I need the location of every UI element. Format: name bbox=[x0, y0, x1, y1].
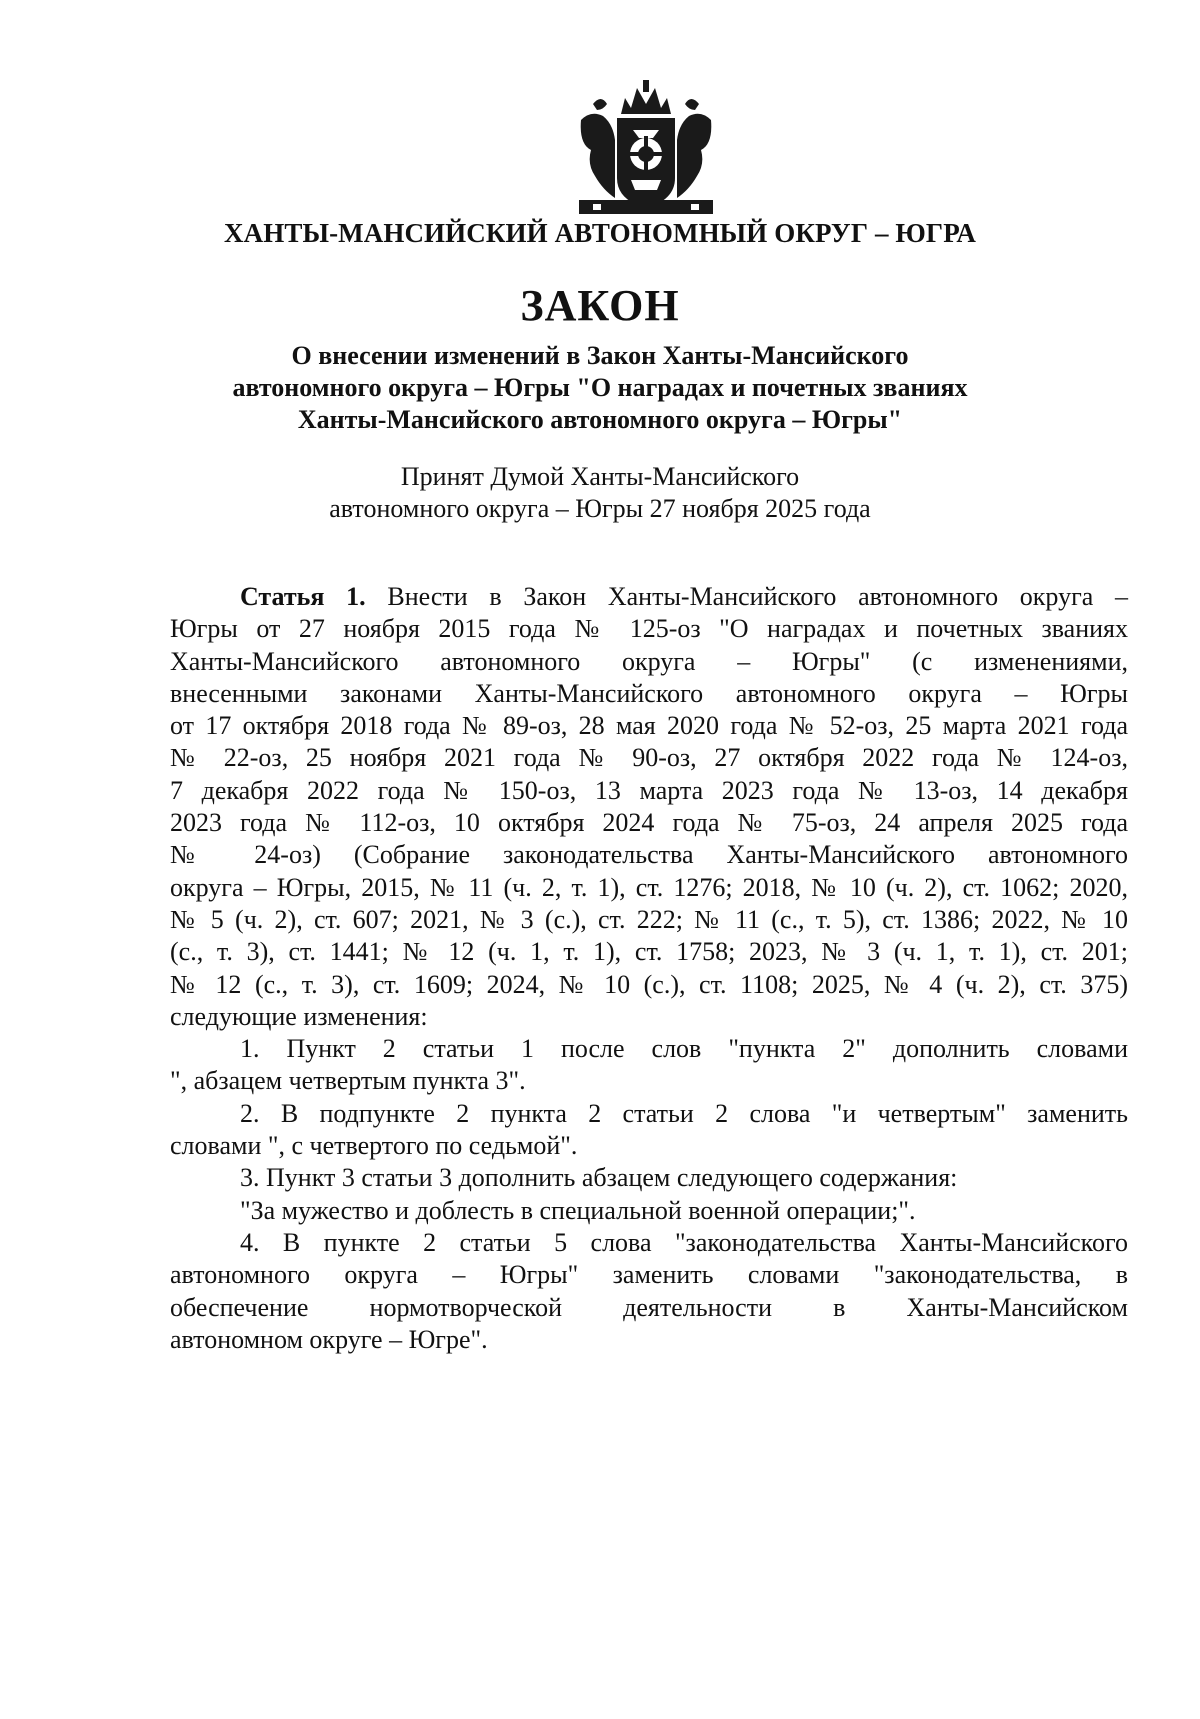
article-1-line: Югры от 27 ноября 2015 года № 125-оз "О наградах и почетных званиях bbox=[170, 614, 1128, 644]
law-subtitle-line-2: автономного округа – Югры "О наградах и почетных званиях bbox=[232, 373, 968, 402]
article-1-line: № 12 (с., т. 3), ст. 1609; 2024, № 10 (с.), ст. 1108; 2025, № 4 (ч. 2), ст. 375) bbox=[170, 969, 1128, 999]
article-label: Статья 1. bbox=[240, 582, 366, 611]
article-1-line: внесенными законами Ханты-Мансийского автономного округа – Югры bbox=[170, 678, 1128, 708]
article-1-line: 7 декабря 2022 года № 150-оз, 13 марта 2023 года № 13-оз, 14 декабря bbox=[170, 775, 1128, 805]
item-4-line-2: автономного округа – Югры" заменить словами "законодательства, в bbox=[170, 1260, 1128, 1290]
item-3-line: 3. Пункт 3 статьи 3 дополнить абзацем следующего содержания: bbox=[240, 1163, 958, 1193]
article-1-line: округа – Югры, 2015, № 11 (ч. 2, т. 1), ст. 1276; 2018, № 10 (ч. 2), ст. 1062; 2020, bbox=[170, 872, 1128, 902]
item-4-line-1: 4. В пункте 2 статьи 5 слова "законодательства Ханты-Мансийского bbox=[240, 1227, 1128, 1257]
article-1-first-line bbox=[170, 581, 1128, 613]
article-1-line: следующие изменения: bbox=[170, 1001, 428, 1031]
article-1-intro: Внести в Закон Ханты-Мансийского автономного округа – bbox=[387, 582, 1129, 611]
law-title: ЗАКОН bbox=[520, 281, 680, 330]
adopted-line-2: автономного округа – Югры 27 ноября 2025 года bbox=[329, 494, 871, 523]
adopted-line-1: Принят Думой Ханты-Мансийского bbox=[400, 462, 800, 491]
law-subtitle-line-1: О внесении изменений в Закон Ханты-Мансийского bbox=[291, 341, 909, 370]
article-1-line: от 17 октября 2018 года № 89-оз, 28 мая 2020 года № 52-оз, 25 марта 2021 года bbox=[170, 711, 1128, 741]
article-1-line: 2023 года № 112-оз, 10 октября 2024 года № 75-оз, 24 апреля 2025 года bbox=[170, 808, 1128, 838]
region-heading: ХАНТЫ-МАНСИЙСКИЙ АВТОНОМНЫЙ ОКРУГ – ЮГРА bbox=[224, 218, 976, 248]
law-subtitle-line-3: Ханты-Мансийского автономного округа – Югры" bbox=[297, 405, 903, 434]
item-1-line-2: ", абзацем четвертым пункта 3". bbox=[170, 1066, 526, 1096]
item-2-line-1: 2. В подпункте 2 пункта 2 статьи 2 слова "и четвертым" заменить bbox=[240, 1098, 1128, 1128]
item-4-line-3: обеспечение нормотворческой деятельности в Ханты-Мансийском bbox=[170, 1292, 1128, 1322]
article-1-line: Ханты-Мансийского автономного округа – Югры" (с изменениями, bbox=[170, 646, 1128, 676]
article-1-line: № 24-оз) (Собрание законодательства Ханты-Мансийского автономного bbox=[170, 840, 1128, 870]
item-1-line-1: 1. Пункт 2 статьи 1 после слов "пункта 2" дополнить словами bbox=[240, 1034, 1128, 1064]
article-1-line: № 5 (ч. 2), ст. 607; 2021, № 3 (с.), ст. 222; № 11 (с., т. 5), ст. 1386; 2022, № 10 bbox=[170, 904, 1128, 934]
article-1-line: № 22-оз, 25 ноября 2021 года № 90-оз, 27 октября 2022 года № 124-оз, bbox=[170, 743, 1128, 773]
article-1-body bbox=[170, 581, 1128, 1356]
coat-of-arms-icon bbox=[573, 80, 719, 220]
item-3-quote: "За мужество и доблесть в специальной военной операции;". bbox=[240, 1195, 916, 1225]
item-4-line-4: автономном округе – Югре". bbox=[170, 1324, 488, 1354]
item-2-line-2: словами ", с четвертого по седьмой". bbox=[170, 1131, 578, 1161]
article-1-line: (с., т. 3), ст. 1441; № 12 (ч. 1, т. 1), ст. 1758; 2023, № 3 (ч. 1, т. 1), ст. 201; bbox=[170, 937, 1128, 967]
